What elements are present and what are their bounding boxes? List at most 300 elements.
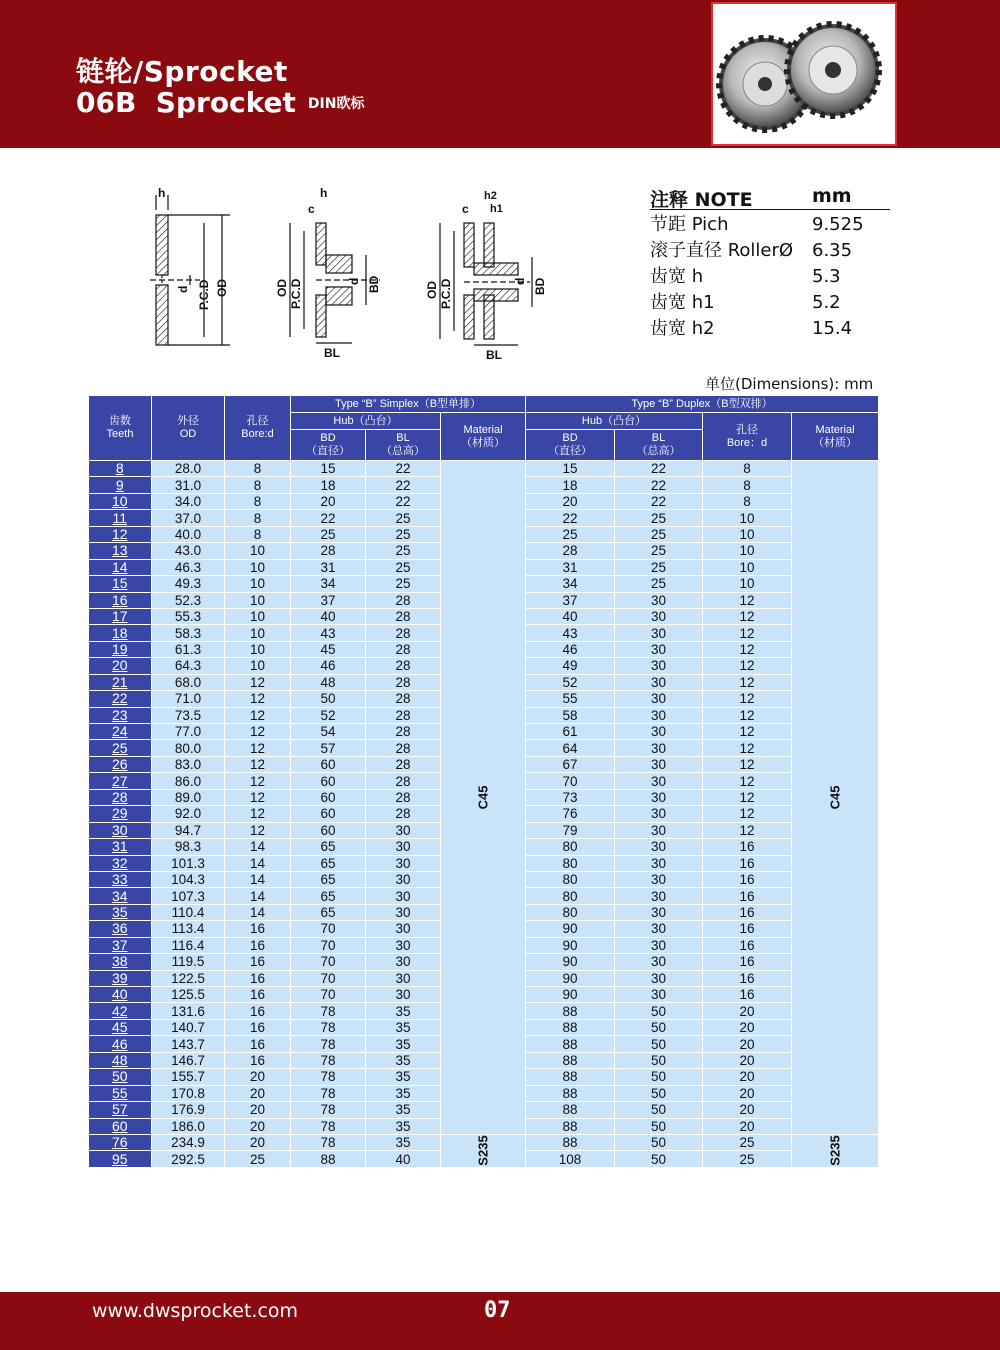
table-cell: 10 xyxy=(89,493,152,509)
table-cell: 46.3 xyxy=(152,559,225,575)
table-cell: 10 xyxy=(703,510,792,526)
table-cell: 22 xyxy=(291,510,366,526)
table-cell: 90 xyxy=(526,954,615,970)
table-cell: 176.9 xyxy=(152,1102,225,1118)
table-cell: 22 xyxy=(615,461,703,477)
table-cell: 88 xyxy=(526,1085,615,1101)
table-cell: 30 xyxy=(615,592,703,608)
table-cell: 108 xyxy=(526,1151,615,1167)
table-cell: 55 xyxy=(526,691,615,707)
sprocket-image xyxy=(713,4,895,144)
table-cell: 20 xyxy=(703,1102,792,1118)
table-cell: 8 xyxy=(225,526,291,542)
th-hub-duplex: Hub（凸台） xyxy=(526,413,703,430)
table-cell: 12 xyxy=(225,756,291,772)
table-cell: 20 xyxy=(225,1118,291,1134)
table-cell: 20 xyxy=(89,658,152,674)
th-bd-simplex: BD （直径） xyxy=(291,430,366,461)
table-cell: 35 xyxy=(89,904,152,920)
table-cell: 43.0 xyxy=(152,543,225,559)
table-cell: 30 xyxy=(615,839,703,855)
table-cell: 28 xyxy=(89,789,152,805)
table-cell: 20 xyxy=(225,1102,291,1118)
table-cell: 14 xyxy=(225,871,291,887)
table-cell: 34.0 xyxy=(152,493,225,509)
table-cell: 30 xyxy=(366,855,441,871)
table-cell: 88 xyxy=(526,1134,615,1150)
table-cell: 35 xyxy=(366,1069,441,1085)
table-cell: 12 xyxy=(703,724,792,740)
table-cell: 78 xyxy=(291,1019,366,1035)
table-cell: 64 xyxy=(526,740,615,756)
table-cell: 10 xyxy=(225,543,291,559)
table-cell: 28 xyxy=(366,756,441,772)
note-label: 齿宽 h2 xyxy=(650,318,715,339)
table-cell: 20 xyxy=(225,1085,291,1101)
table-cell: 10 xyxy=(225,641,291,657)
table-cell: 80 xyxy=(526,904,615,920)
table-cell: 37 xyxy=(89,937,152,953)
table-cell: 52 xyxy=(526,674,615,690)
table-cell: 86.0 xyxy=(152,773,225,789)
table-cell: 16 xyxy=(703,987,792,1003)
table-cell: 20 xyxy=(291,493,366,509)
table-cell: 50 xyxy=(89,1069,152,1085)
table-cell: 28 xyxy=(291,543,366,559)
table-cell: 80 xyxy=(526,855,615,871)
table-cell: 18 xyxy=(89,625,152,641)
table-cell: 70 xyxy=(291,954,366,970)
th-material-simplex: Material （材质） xyxy=(441,413,526,461)
table-cell: 14 xyxy=(225,904,291,920)
table-cell: 34 xyxy=(89,888,152,904)
table-cell: 30 xyxy=(615,921,703,937)
table-cell: 25 xyxy=(366,559,441,575)
table-cell: 60 xyxy=(291,789,366,805)
table-cell: 32 xyxy=(89,855,152,871)
note-row xyxy=(650,212,890,238)
th-duplex: Type “B” Duplex（B型双排） xyxy=(526,396,879,413)
table-cell: 35 xyxy=(366,1085,441,1101)
table-cell: 78 xyxy=(291,1118,366,1134)
table-cell: 30 xyxy=(366,904,441,920)
table-cell: 30 xyxy=(366,839,441,855)
table-cell: 45 xyxy=(89,1019,152,1035)
table-cell: 90 xyxy=(526,987,615,1003)
note-header xyxy=(650,185,890,210)
table-cell: 48 xyxy=(89,1052,152,1068)
table-cell: 83.0 xyxy=(152,756,225,772)
table-cell: 55 xyxy=(89,1085,152,1101)
table-cell: 8 xyxy=(703,493,792,509)
table-cell: 186.0 xyxy=(152,1118,225,1134)
table-cell: 28 xyxy=(366,707,441,723)
table-cell: 18 xyxy=(526,477,615,493)
dim-od-1: OD xyxy=(215,279,229,297)
table-cell: 143.7 xyxy=(152,1036,225,1052)
table-cell: 35 xyxy=(366,1134,441,1150)
table-cell: 12 xyxy=(225,789,291,805)
dim-od-2: OD xyxy=(275,279,289,297)
note-row xyxy=(650,264,890,290)
table-cell: 22 xyxy=(615,493,703,509)
th-simplex: Type “B” Simplex（B型单排） xyxy=(291,396,526,413)
table-cell: 88 xyxy=(526,1036,615,1052)
table-cell: 34 xyxy=(291,576,366,592)
table-cell: 25 xyxy=(366,576,441,592)
page-title: 链轮/Sprocket xyxy=(76,55,288,88)
table-cell: 16 xyxy=(225,954,291,970)
dim-bd-3: BD xyxy=(533,277,547,295)
table-cell: 37.0 xyxy=(152,510,225,526)
table-cell: 12 xyxy=(703,592,792,608)
dim-d-2: d xyxy=(347,277,361,285)
table-cell: 20 xyxy=(703,1052,792,1068)
table-cell: 15 xyxy=(526,461,615,477)
table-cell: 35 xyxy=(366,1036,441,1052)
table-cell: 67 xyxy=(526,756,615,772)
table-cell: 28 xyxy=(366,608,441,624)
table-cell: 20 xyxy=(225,1134,291,1150)
table-cell: 45 xyxy=(291,641,366,657)
table-cell: 10 xyxy=(225,592,291,608)
table-cell: 14 xyxy=(225,888,291,904)
table-cell: 8 xyxy=(225,493,291,509)
table-cell: 12 xyxy=(703,756,792,772)
material-label: S235 xyxy=(475,1135,491,1167)
table-cell: 27 xyxy=(89,773,152,789)
th-bl-simplex: BL （总高） xyxy=(366,430,441,461)
table-cell: 52 xyxy=(291,707,366,723)
table-cell: 30 xyxy=(366,954,441,970)
table-cell: 43 xyxy=(291,625,366,641)
material-cell xyxy=(441,461,526,1135)
table-cell: 16 xyxy=(225,1036,291,1052)
table-cell: 78 xyxy=(291,1102,366,1118)
table-cell: 21 xyxy=(89,674,152,690)
material-label: C45 xyxy=(475,785,491,810)
table-cell: 35 xyxy=(366,1118,441,1134)
table-cell: 50 xyxy=(615,1003,703,1019)
table-cell: 88 xyxy=(526,1069,615,1085)
table-cell: 16 xyxy=(703,921,792,937)
note-value: 5.3 xyxy=(812,266,841,287)
table-cell: 54 xyxy=(291,724,366,740)
table-cell: 50 xyxy=(615,1019,703,1035)
table-cell: 60 xyxy=(89,1118,152,1134)
table-cell: 292.5 xyxy=(152,1151,225,1167)
table-cell: 35 xyxy=(366,1019,441,1035)
table-cell: 78 xyxy=(291,1085,366,1101)
note-rows xyxy=(650,212,890,342)
dim-od-3: OD xyxy=(425,281,439,299)
table-cell: 42 xyxy=(89,1003,152,1019)
table-cell: 22 xyxy=(366,477,441,493)
table-cell: 20 xyxy=(703,1085,792,1101)
table-cell: 12 xyxy=(225,674,291,690)
th-od: 外径 OD xyxy=(152,396,225,461)
table-cell: 12 xyxy=(703,740,792,756)
table-cell: 30 xyxy=(615,937,703,953)
table-cell: 10 xyxy=(225,576,291,592)
table-cell: 30 xyxy=(366,888,441,904)
table-cell: 88 xyxy=(526,1019,615,1035)
table-cell: 80 xyxy=(526,871,615,887)
table-cell: 23 xyxy=(89,707,152,723)
table-cell: 35 xyxy=(366,1052,441,1068)
table-row xyxy=(89,461,879,477)
table-cell: 30 xyxy=(366,921,441,937)
table-cell: 30 xyxy=(615,954,703,970)
table-cell: 10 xyxy=(703,576,792,592)
table-cell: 65 xyxy=(291,855,366,871)
table-cell: 89.0 xyxy=(152,789,225,805)
table-cell: 16 xyxy=(225,987,291,1003)
table-cell: 70 xyxy=(291,970,366,986)
table-cell: 31 xyxy=(291,559,366,575)
table-cell: 155.7 xyxy=(152,1069,225,1085)
th-bore: 孔径 Bore:d xyxy=(225,396,291,461)
table-row xyxy=(89,1134,879,1150)
note-value: 6.35 xyxy=(812,240,853,261)
table-cell: 24 xyxy=(89,724,152,740)
table-cell: 25 xyxy=(615,510,703,526)
dim-d-1: d xyxy=(176,285,190,293)
table-cell: 52.3 xyxy=(152,592,225,608)
table-cell: 30 xyxy=(615,724,703,740)
note-box xyxy=(650,185,890,342)
table-cell: 113.4 xyxy=(152,921,225,937)
table-cell: 18 xyxy=(291,477,366,493)
table-cell: 30 xyxy=(366,970,441,986)
note-value: 9.525 xyxy=(812,214,864,235)
table-cell: 49.3 xyxy=(152,576,225,592)
website-link[interactable]: www.dwsprocket.com xyxy=(92,1300,299,1322)
table-cell: 25 xyxy=(526,526,615,542)
table-cell: 95 xyxy=(89,1151,152,1167)
table-cell: 28 xyxy=(526,543,615,559)
table-cell: 80 xyxy=(526,839,615,855)
table-cell: 50 xyxy=(615,1118,703,1134)
table-cell: 10 xyxy=(225,608,291,624)
table-cell: 76 xyxy=(526,806,615,822)
table-cell: 30 xyxy=(615,740,703,756)
table-cell: 16 xyxy=(225,921,291,937)
dim-h-2: h xyxy=(320,186,328,200)
table-cell: 14 xyxy=(89,559,152,575)
table-cell: 10 xyxy=(703,543,792,559)
table-cell: 20 xyxy=(703,1003,792,1019)
table-cell: 16 xyxy=(703,839,792,855)
material-cell xyxy=(792,1134,879,1167)
sprocket-photo xyxy=(711,2,897,146)
table-cell: 65 xyxy=(291,904,366,920)
table-cell: 30 xyxy=(615,871,703,887)
table-cell: 12 xyxy=(703,674,792,690)
table-cell: 50 xyxy=(615,1151,703,1167)
table-cell: 30 xyxy=(615,970,703,986)
table-cell: 43 xyxy=(526,625,615,641)
table-cell: 65 xyxy=(291,871,366,887)
table-cell: 30 xyxy=(366,937,441,953)
note-label: 齿宽 h1 xyxy=(650,292,715,313)
note-row xyxy=(650,238,890,264)
spec-table-body xyxy=(89,461,879,1168)
dim-c-2: c xyxy=(308,202,315,216)
table-cell: 110.4 xyxy=(152,904,225,920)
table-cell: 30 xyxy=(615,625,703,641)
table-cell: 16 xyxy=(703,937,792,953)
table-cell: 30 xyxy=(615,658,703,674)
dim-bd-2: BD xyxy=(367,275,381,293)
table-cell: 78 xyxy=(291,1052,366,1068)
dim-bl-3: BL xyxy=(486,348,502,362)
table-cell: 22 xyxy=(366,493,441,509)
table-cell: 50 xyxy=(615,1036,703,1052)
table-cell: 12 xyxy=(225,740,291,756)
table-cell: 16 xyxy=(225,1019,291,1035)
table-cell: 28 xyxy=(366,691,441,707)
table-cell: 79 xyxy=(526,822,615,838)
table-cell: 15 xyxy=(89,576,152,592)
table-cell: 50 xyxy=(615,1134,703,1150)
page-subtitle xyxy=(76,86,364,119)
table-cell: 40 xyxy=(366,1151,441,1167)
table-cell: 38 xyxy=(89,954,152,970)
table-cell: 25 xyxy=(703,1134,792,1150)
note-label: 齿宽 h xyxy=(650,266,704,287)
table-cell: 25 xyxy=(615,543,703,559)
table-cell: 31 xyxy=(526,559,615,575)
table-cell: 20 xyxy=(703,1069,792,1085)
table-cell: 30 xyxy=(615,674,703,690)
table-cell: 80 xyxy=(526,888,615,904)
table-cell: 12 xyxy=(703,707,792,723)
table-cell: 20 xyxy=(225,1069,291,1085)
table-cell: 58 xyxy=(526,707,615,723)
table-cell: 12 xyxy=(89,526,152,542)
note-value: 5.2 xyxy=(812,292,841,313)
dim-d-3: d xyxy=(513,277,527,285)
table-cell: 35 xyxy=(366,1102,441,1118)
table-cell: 73.5 xyxy=(152,707,225,723)
table-cell: 140.7 xyxy=(152,1019,225,1035)
table-cell: 37 xyxy=(291,592,366,608)
material-label: S235 xyxy=(827,1135,843,1167)
dim-h1-3: h1 xyxy=(490,203,503,215)
table-cell: 55.3 xyxy=(152,608,225,624)
table-cell: 16 xyxy=(225,1003,291,1019)
sprocket-spec-table xyxy=(88,395,879,1168)
table-cell: 11 xyxy=(89,510,152,526)
table-cell: 98.3 xyxy=(152,839,225,855)
table-cell: 146.7 xyxy=(152,1052,225,1068)
table-cell: 78 xyxy=(291,1134,366,1150)
table-cell: 92.0 xyxy=(152,806,225,822)
table-cell: 12 xyxy=(703,691,792,707)
table-cell: 64.3 xyxy=(152,658,225,674)
table-cell: 48 xyxy=(291,674,366,690)
table-cell: 90 xyxy=(526,970,615,986)
table-cell: 28 xyxy=(366,658,441,674)
table-cell: 31 xyxy=(89,839,152,855)
table-cell: 70 xyxy=(291,937,366,953)
table-cell: 19 xyxy=(89,641,152,657)
table-cell: 57 xyxy=(291,740,366,756)
table-cell: 125.5 xyxy=(152,987,225,1003)
table-cell: 16 xyxy=(703,954,792,970)
sprocket-right xyxy=(787,24,879,116)
table-cell: 37 xyxy=(526,592,615,608)
table-cell: 28 xyxy=(366,625,441,641)
dim-pcd-2: P.C.D xyxy=(289,278,303,309)
table-cell: 12 xyxy=(703,773,792,789)
table-cell: 25 xyxy=(615,526,703,542)
table-cell: 94.7 xyxy=(152,822,225,838)
dim-pcd-1: P.C.D xyxy=(197,279,211,310)
table-cell: 234.9 xyxy=(152,1134,225,1150)
table-cell: 12 xyxy=(225,773,291,789)
table-cell: 28.0 xyxy=(152,461,225,477)
table-cell: 65 xyxy=(291,839,366,855)
table-cell: 16 xyxy=(703,970,792,986)
note-label: 滚子直径 RollerØ xyxy=(650,240,794,261)
page-number: 07 xyxy=(484,1298,511,1323)
table-cell: 13 xyxy=(89,543,152,559)
table-cell: 25 xyxy=(703,1151,792,1167)
note-label: 节距 Pich xyxy=(650,214,729,235)
table-cell: 60 xyxy=(291,822,366,838)
note-row xyxy=(650,290,890,316)
table-cell: 12 xyxy=(225,724,291,740)
table-cell: 60 xyxy=(291,806,366,822)
table-cell: 40.0 xyxy=(152,526,225,542)
table-cell: 16 xyxy=(89,592,152,608)
table-cell: 101.3 xyxy=(152,855,225,871)
table-cell: 30 xyxy=(615,855,703,871)
table-cell: 30 xyxy=(89,822,152,838)
table-cell: 50 xyxy=(615,1052,703,1068)
table-cell: 116.4 xyxy=(152,937,225,953)
table-cell: 30 xyxy=(615,608,703,624)
table-cell: 49 xyxy=(526,658,615,674)
table-cell: 78 xyxy=(291,1003,366,1019)
table-cell: 14 xyxy=(225,855,291,871)
table-cell: 12 xyxy=(703,822,792,838)
note-value: 15.4 xyxy=(812,318,853,339)
table-cell: 30 xyxy=(615,691,703,707)
table-cell: 8 xyxy=(703,477,792,493)
table-cell: 28 xyxy=(366,724,441,740)
table-cell: 30 xyxy=(615,987,703,1003)
table-cell: 40 xyxy=(89,987,152,1003)
table-cell: 170.8 xyxy=(152,1085,225,1101)
note-unit: mm xyxy=(812,185,852,207)
table-cell: 77.0 xyxy=(152,724,225,740)
table-cell: 88 xyxy=(526,1118,615,1134)
table-cell: 60 xyxy=(291,773,366,789)
note-row xyxy=(650,316,890,342)
material-label: C45 xyxy=(827,785,843,810)
table-cell: 20 xyxy=(703,1118,792,1134)
table-cell: 28 xyxy=(366,592,441,608)
table-cell: 26 xyxy=(89,756,152,772)
table-cell: 16 xyxy=(703,904,792,920)
table-cell: 30 xyxy=(615,773,703,789)
dim-bl-2: BL xyxy=(324,346,340,360)
th-material-duplex: Material （材质） xyxy=(792,413,879,461)
table-cell: 131.6 xyxy=(152,1003,225,1019)
